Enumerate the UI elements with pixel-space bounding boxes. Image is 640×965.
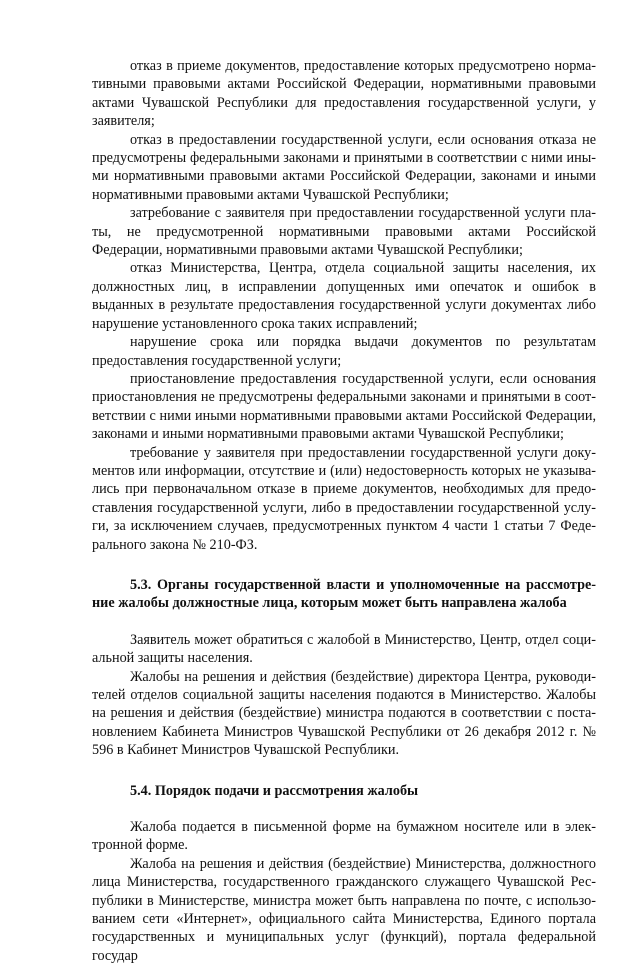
paragraph: Жалобы на решения и действия (бездействие) директора Центра, руководителей отделов социальной защиты населения подаются в Министерство. Жалобы на решения и действия (бездействие) министра подаются в соответствии с постановлением Кабинета Министров Чувашской Республики от 26 декабря 2012 г. № 596 в Кабинет Министров Чувашской Республики. [92, 668, 596, 759]
paragraph: Заявитель может обратиться с жалобой в Министерство, Центр, отдел социальной защиты населения. [92, 631, 596, 667]
paragraph: Жалоба подается в письменной форме на бумажном носителе или в электронной форме. [92, 819, 596, 854]
list-item: отказ в предоставлении государственной услуги, если основания отказа не предусмотрены федеральными законами и принятыми в соответствии с ними иными нормативными правовыми актами Российской Федерации, законами и иными нормативными правовыми актами Чувашской Республики; [92, 131, 596, 203]
section-heading-5-3: 5.3. Органы государственной власти и уполномоченные на рассмотрение жалобы должностные лица, которым может быть направлена жалоба [92, 576, 596, 612]
section-spacer [92, 760, 596, 782]
list-item: отказ Министерства, Центра, отдела социальной защиты населения, их должностных лиц, в исправлении допущенных ими опечаток и ошибок в выданных в результате предоставления государственной услуги документах либо нарушение установленного срока таких исправлений; [92, 260, 596, 332]
section-heading-5-4: 5.4. Порядок подачи и рассмотрения жалобы [130, 782, 419, 799]
list-item: нарушение срока или порядка выдачи документов по результатам предоставления государственной услуги; [92, 334, 596, 369]
list-item: требование у заявителя при предоставлении государственной услуги документов или информации, отсутствие и (или) недостоверность которых не указывались при первоначальном отказе в приеме документов, необходимых для предоставления государственной услуги, либо в предоставлении государственной услуги, за исключением случаев, предусмотренных пунктом 4 части 1 статьи 7 Федерального закона № 210-ФЗ. [92, 444, 596, 553]
document-page [92, 57, 596, 965]
section-spacer [92, 554, 596, 576]
list-item: затребование с заявителя при предоставлении государственной услуги платы, не предусмотренной нормативными правовыми актами Российской Федерации, нормативными правовыми актами Чувашской Республики; [92, 205, 596, 259]
list-item: отказ в приеме документов, предоставление которых предусмотрено нормативными правовыми актами Российской Федерации, нормативными правовыми актами Чувашской Республики для предоставления государственной услуги, у заявителя; [92, 58, 596, 130]
section-spacer [92, 613, 596, 631]
section-spacer [92, 800, 596, 818]
paragraph: Жалоба на решения и действия (бездействие) Министерства, должностного лица Министерства, государственного гражданского служащего Чувашской Республики в Министерстве, министра может быть направлена по почте, с использованием сети «Интернет», официального сайта Министерства, Единого портала государственных и муниципальных услуг (функций), портала федеральной государ [92, 855, 596, 964]
list-item: приостановление предоставления государственной услуги, если основания приостановления не предусмотрены федеральными законами и принятыми в соответствии с ними иными нормативными правовыми актами Российской Федерации, законами и иными нормативными правовыми актами Чувашской Республики; [92, 370, 596, 443]
